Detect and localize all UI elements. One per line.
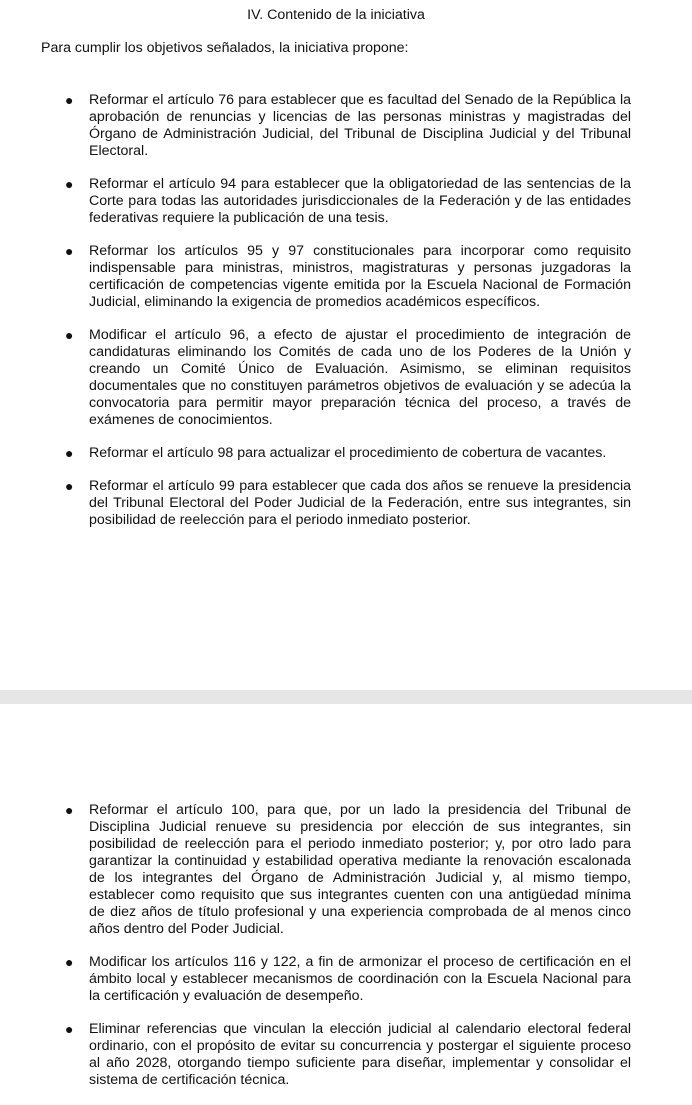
bullet-icon: ●	[65, 327, 74, 343]
list-item-text: Reformar el artículo 76 para establecer que es facultad del Senado de la República la aprobación de renuncias y licencias de las personas ministras y magistradas del Órgano de Administración Judicial, del Tribunal de Disciplina Judicial y del Tribunal Electoral.	[89, 92, 631, 159]
list-item-text: Modificar los artículos 116 y 122, a fin de armonizar el proceso de certificación en el ámbito local y establecer mecanismos de coordinación con la Escuela Nacional para la certificación y evaluación de desempeño.	[89, 954, 631, 1004]
bullet-icon: ●	[65, 954, 74, 970]
list-item-text: Modificar el artículo 96, a efecto de ajustar el procedimiento de integración de candidaturas eliminando los Comités de cada uno de los Poderes de la Unión y creando un Comité Único de Evaluación. Asimismo, se eliminan requisitos documentales que no constituyen parámetros objetivos de evaluación y se adecúa la convocatoria para permitir mayor preparación técnica del proceso, a través de exámenes de conocimientos.	[89, 327, 631, 428]
list-item-text: Reformar el artículo 98 para actualizar el procedimiento de cobertura de vacantes.	[89, 445, 607, 461]
bullet-icon: ●	[65, 243, 74, 259]
list-item	[0, 243, 692, 311]
bullet-icon: ●	[65, 176, 74, 192]
list-item-text: Reformar el artículo 94 para establecer que la obligatoriedad de las sentencias de la Corte para todas las autoridades jurisdiccionales de la Federación y de las entidades federativas requiere la publicación de una tesis.	[89, 176, 631, 226]
bullet-icon: ●	[65, 802, 74, 818]
bullet-icon: ●	[65, 92, 74, 108]
proposal-list-page-1	[0, 92, 692, 545]
list-item	[0, 445, 692, 462]
list-item	[0, 1021, 692, 1089]
list-item-text: Eliminar referencias que vinculan la elección judicial al calendario electoral federal ordinario, con el propósito de evitar su concurrencia y postergar el siguiente proceso al año 2028, otorgando tiempo suficiente para diseñar, implementar y consolidar el sistema de certificación técnica.	[89, 1021, 631, 1088]
list-item	[0, 92, 692, 160]
list-item	[0, 327, 692, 429]
list-item-text: Reformar el artículo 100, para que, por un lado la presidencia del Tribunal de Disciplina Judicial renueve su presidencia por elección de sus integrantes, sin posibilidad de reelección para el periodo inmediato posterior; y, por otro lado para garantizar la continuidad y estabilidad operativa mediante la renovación escalonada de los integrantes del Órgano de Administración Judicial y, al mismo tiempo, establecer como requisito que sus integrantes cuenten con una antigüedad mínima de diez años de título profesional y una experiencia comprobada de al menos cinco años dentro del Poder Judicial.	[89, 802, 631, 937]
document-page-2	[0, 704, 692, 1095]
bullet-icon: ●	[65, 1021, 74, 1037]
page-separator	[0, 690, 692, 704]
list-item	[0, 478, 692, 529]
bullet-icon: ●	[65, 445, 74, 461]
list-item-text: Reformar los artículos 95 y 97 constitucionales para incorporar como requisito indispensable para ministras, ministros, magistraturas y personas juzgadoras la certificación de competencias vigente emitida por la Escuela Nacional de Formación Judicial, eliminando la exigencia de promedios académicos específicos.	[89, 243, 631, 310]
bullet-icon: ●	[65, 478, 74, 494]
list-item	[0, 176, 692, 227]
section-heading: IV. Contenido de la iniciativa	[247, 7, 425, 23]
proposal-list-page-2	[0, 802, 692, 1105]
list-item-text: Reformar el artículo 99 para establecer que cada dos años se renueve la presidencia del Tribunal Electoral del Poder Judicial de la Federación, entre sus integrantes, sin posibilidad de reelección para el periodo inmediato posterior.	[89, 478, 631, 528]
intro-paragraph: Para cumplir los objetivos señalados, la iniciativa propone:	[41, 40, 409, 56]
list-item	[0, 954, 692, 1005]
list-item	[0, 802, 692, 938]
